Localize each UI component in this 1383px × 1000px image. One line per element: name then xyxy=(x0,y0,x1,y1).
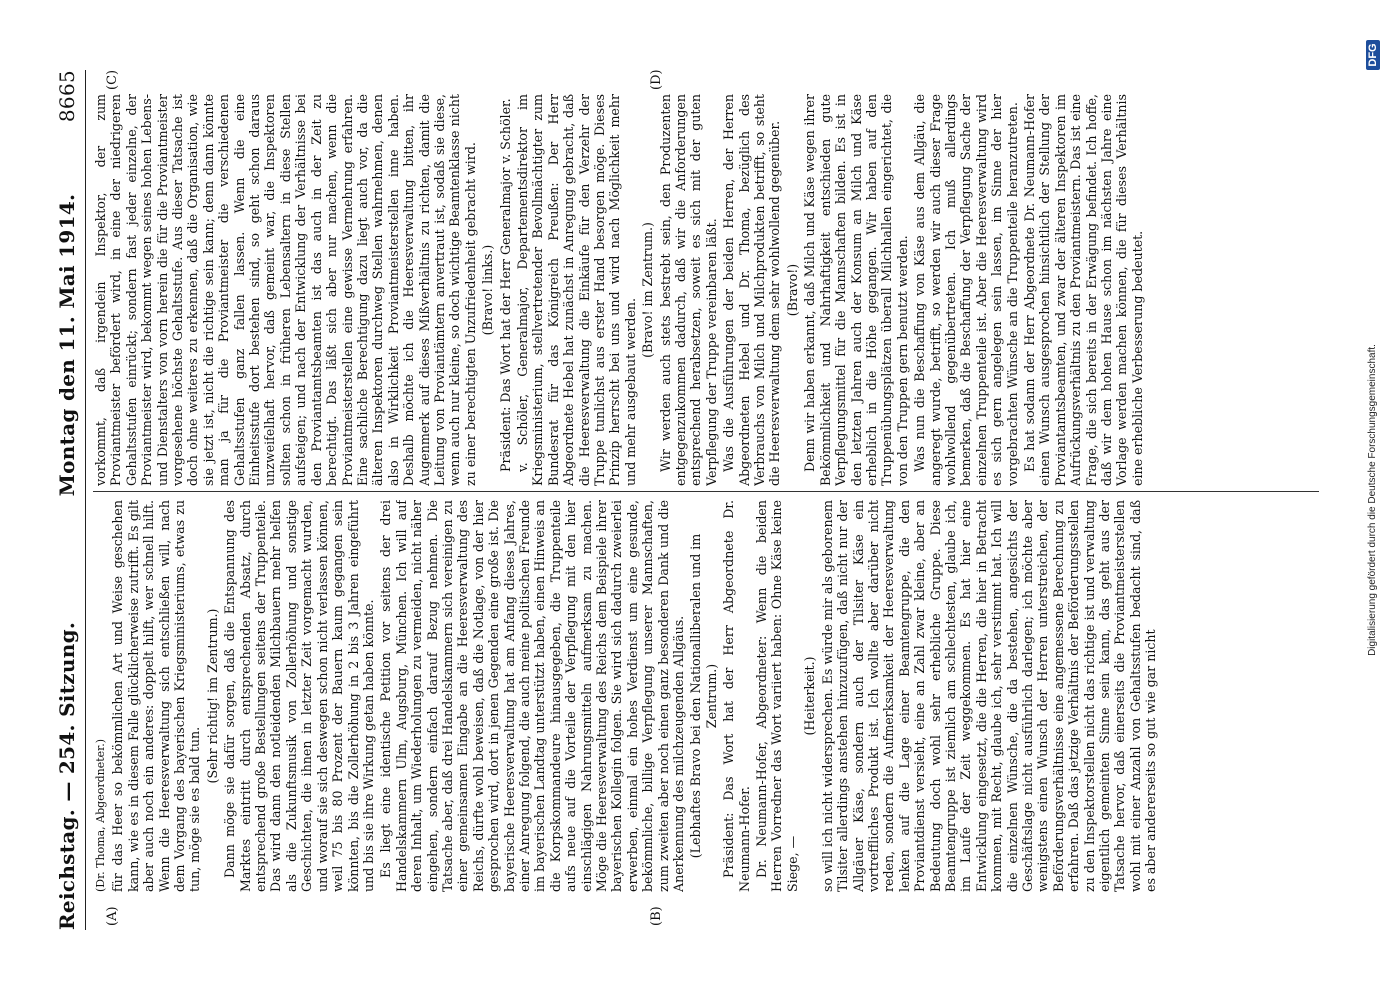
interjection: (Sehr richtig! im Zentrum.) xyxy=(204,608,220,784)
paragraph: Wir werden auch stets bestrebt sein, den Produzenten entgegenzukommen dadurch, daß wir die Anforderungen entsprechend herabsetzen, soweit es sich mit der guten Verpflegung der Truppe vereinbaren läßt. xyxy=(657,94,719,486)
header-rule xyxy=(85,70,86,930)
margin-label-a: (A) xyxy=(105,906,120,926)
document-page xyxy=(41,30,1341,970)
paragraph: Was die Ausführungen der beiden Herren, der Herren Abgeordneten Hebel und Dr. Thoma, bezüglich des Verbrauchs von Milch und Milchprodukten betrifft, so steht die Heeresverwaltung dem sehr wohlwollend gegenüber. xyxy=(721,94,783,486)
paragraph: Was nun die Beschaffung von Käse aus dem Allgäu, die angeregt wurde, betrifft, so werden wir auch dieser Frage wohlwollend gegenübertreten. Ich muß allerdings bemerken, daß die Beschaffung der Verpflegung Sache der einzelnen Truppenteile ist. Aber die Heeresverwaltung wird es sich gern angelegen sein lassen, im Sinne der hier vorgebrachten Wünsche an die Truppenteile heranzutreten. xyxy=(912,94,1020,486)
column-divider xyxy=(93,491,1319,492)
paragraph: so will ich nicht widersprechen. Es würde mir als geborenem Tilsiter allerdings anstehen hinzuzufügen, daß nicht nur der Allgäuer Käse, sondern auch der Tilsiter Käse ein vortreffliches Produkt ist. Ich wollte aber darüber nicht reden, sondern die Aufmerksamkeit der Heeresverwaltung lenken auf die Lage einer Beamtengruppe, die den Proviantdienst versieht, eine an Zahl zwar kleine, aber an Bedeutung doch wohl sehr erhebliche Gruppe. Diese Beamtengruppe ist ziemlich am schlechtesten, glaube ich, im Laufe der Zeit weggekommen. Es hat hier eine Entwicklung eingesetzt, die die Herren, die hier in Betracht kommen, mit Recht, glaube ich, sehr verstimmt hat. Ich will die einzelnen Wünsche, die da bestehen, angesichts der Geschäftslage nicht ausführlich darlegen; ich möchte aber wenigstens einen Wunsch der Herren unterstreichen, der Beförderungsverhältnisse eine angemessene Berechnung zu erfahren. Daß das jetzige Verhältnis der Beförderungsstellen zu den Inspektorstellen nicht das richtige ist und verwaltung eigentlich gemeinten Sinne sein kann, das geht aus der Tatsache hervor, daß einerseits die Proviantmeisterstellen wohl mit einer Anzahl von Gehaltsstufen bedacht sind, daß es aber andererseits so gut wie gar nicht xyxy=(819,500,1159,892)
interjection: (Lebhaftes Bravo bei den Nationalliberalen und im Zentrum.) xyxy=(688,533,719,859)
speaker-intro: Dr. Neumann-Hofer, Abgeordneter: Wenn die beiden Herren Vorredner das Wort variiert haben: Ohne Käse keine Siege, — xyxy=(754,500,800,892)
paragraph: vorkommt, daß irgendein Inspektor, der zum Proviantmeister befördert wird, in eine der niedrigeren Gehaltsstufen einrückt; sondern fast jeder einzelne, der Proviantmeister wird, bekommt wegen seines hohen Lebens- und Dienstalters von vorn herein die für die Proviantmeister vorgesehene höchste Gehaltsstufe. Aus dieser Tatsache ist doch ohne weiteres zu erkennen, daß die Organisation, wie sie jetzt ist, nicht die richtige sein kann; denn dann könnte man ja für die Proviantmeister die verschiedenen Gehaltsstufen ganz fallen lassen. Wenn die eine Einheitsstufe dort bestehen sind, so geht schon daraus unzweifelhaft hervor, daß gemeint war, die Inspektoren sollten schon in früheren Lebensaltern in diese Stellen aufsteigen; und nach der Entwicklung der Verhältnisse bei den Proviantamtsbeamten ist das auch in der Zeit zu berechtigt. Das läßt sich aber nur machen, wenn die Proviantmeisterstellen eine gewisse Vermehrung erfahren. Eine sachliche Berechtigung dazu liegt auch vor, da die älteren Inspektoren durchweg Stellen wahrnehmen, denen also in Wirklichkeit Proviantmeisterstellen inne haben. Deshalb möchte ich die Heeresverwaltung bitten, ihr Augenmerk auf dieses Mißverhältnis zu richten, damit die Leitung von Proviantämtern anvertraut ist, sodaß sie diese, wenn auch nur kleine, so doch wichtige Beamtenklasse nicht zu einer berechtigten Unzufriedenheit gebracht wird. xyxy=(93,94,478,486)
paragraph: Es liegt eine identische Petition vor seitens der drei Handelskammern Ulm, Augsburg, München. Ich will auf deren Inhalt, um Wiederholungen zu vermeiden, nicht näher eingehen, sondern einfach darauf Bezug nehmen. Die Tatsache aber, daß drei Handelskammern sich vereinigen zu einer gemeinsamen Eingabe an die Heeresverwaltung des Reichs, dürfte wohl beweisen, daß die Notlage, von der hier gesprochen wird, dort in jenen Gegenden eine große ist. Die bayerische Heeresverwaltung hat am Anfang dieses Jahres, einer Anregung folgend, die auch meine politischen Freunde im bayerischen Landtag unterstützt haben, einen Hinweis an die Korpskommandeure hinausgegeben, die Truppenteile aufs neue auf die Vorteile der Verpflegung mit den hier einschlägigen Nahrungsmitteln aufmerksam zu machen. Möge die Heeresverwaltung des Reichs dem Beispiele ihrer bayerischen Kollegin folgen. Sie wird sich dadurch zweierlei erwerben, einmal ein hohes Verdienst um eine gesunde, bekömmliche, billige Verpflegung unserer Mannschaften, zum zweiten aber noch einen ganz besonderen Dank und die Anerkennung des milchzeugenden Allgäus. xyxy=(378,500,687,892)
credit-text: Digitalisierung gefördert durch die Deutsche Forschungsgemeinschaft. xyxy=(1367,344,1378,656)
margin-label-b: (B) xyxy=(649,906,664,926)
speaker-intro: v. Schöler, Generalmajor, Departementsdirektor im Kriegsministerium, stellvertretender Bevollmächtigter zum Bundesrat für das Königreich Preußen: Der Herr Abgeordnete Hebel hat zunächst in Anregung gebracht, daß die Heeresverwaltung die Einkäufe für den Verzehr der Truppe tunlichst aus erster Hand besorgen möge. Dieses Prinzip herrscht bei uns und wird nach Möglichkeit mehr und mehr ausgebaut werden. xyxy=(514,94,638,486)
running-head xyxy=(51,70,83,930)
speaker-attribution: (Dr. Thoma, Abgeordneter.) xyxy=(94,738,107,892)
digitisation-credit xyxy=(1366,40,1380,960)
president-line: Präsident: Das Wort hat der Herr Generalmajor v. Schöler. xyxy=(497,98,513,472)
paragraph: Denn wir haben erkannt, daß Milch und Käse wegen ihrer Bekömmlichkeit und Nahrhaftigkeit entschieden gute Verpflegungsmittel für die Mannschaften bilden. Es ist in den letzten Jahren auch der Konsum an Milch und Käse erheblich in die Höhe gegangen. Wir haben auf den Truppenübungsplätzen überall Milchhallen eingerichtet, die von den Truppen gern benutzt werden. xyxy=(802,94,910,486)
margin-label-c: (C) xyxy=(105,69,120,90)
interjection: (Bravo! im Zentrum.) xyxy=(640,222,656,358)
paragraph: Es hat sodann der Herr Abgeordnete Dr. Neumann-Hofer einen Wunsch ausgesprochen hinsichtlich der Stellung der Proviantamtsbeamten, und zwar der älteren Inspektoren im Aufrückungsverhältnis zu den Proviantmeistern. Das ist eine Frage, die sich bereits in der Erwägung befindet. Ich hoffe, daß wir dem hohen Hause schon im nächsten Jahre eine Vorlage werden machen können, die für dieses Verhältnis eine erhebliche Verbesserung bedeutet. xyxy=(1021,94,1145,486)
interjection: (Bravo! links.) xyxy=(480,244,496,336)
right-column xyxy=(93,94,1319,486)
interjection: (Bravo!) xyxy=(784,263,800,317)
header-date: Montag den 11. Mai 1914. xyxy=(55,193,79,497)
paragraph: Dann möge sie dafür sorgen, daß die Entspannung des Marktes eintritt durch entsprechenden Absatz, durch entsprechend große Bestellungen seitens der Truppenteile. Das wird dann den notleidenden Milchbauern mehr helfen als die Zukunftsmusik von Zollerhöhung und sonstige Geschichten, die ihnen in letzter Zeit vorgemacht wurden, und worauf sie sich deswegen schon nicht verlassen können, weil 75 bis 80 Prozent der Bauern kaum gegangen sein könnten, bis die Zollerhöhung in 2 bis 3 Jahren eingeführt und bis sie ihre Wirkung getan haben könnte. xyxy=(222,500,376,892)
interjection: (Heiterkeit.) xyxy=(802,656,818,736)
margin-label-d: (D) xyxy=(649,69,664,90)
paragraph: für das Heer so bekömmlichen Art und Weise geschehen kann, wie es in diesem Falle glücklicherweise zutrifft. Es gilt aber auch noch ein anderes: doppelt hilft, wer schnell hilft. Wenn die Heeresverwaltung sich entschließen will, nach dem Vorgang des bayerischen Kriegsministeriums, etwas zu tun, möge sie es bald tun. xyxy=(110,500,203,892)
header-left: Reichstag. — 254. Sitzung. xyxy=(55,621,79,930)
page-number: 8665 xyxy=(55,70,79,123)
dfg-logo: DFG xyxy=(1366,40,1380,70)
left-column xyxy=(93,500,1319,892)
president-line: Präsident: Das Wort hat der Herr Abgeordnete Dr. Neumann-Hofer. xyxy=(721,500,752,892)
